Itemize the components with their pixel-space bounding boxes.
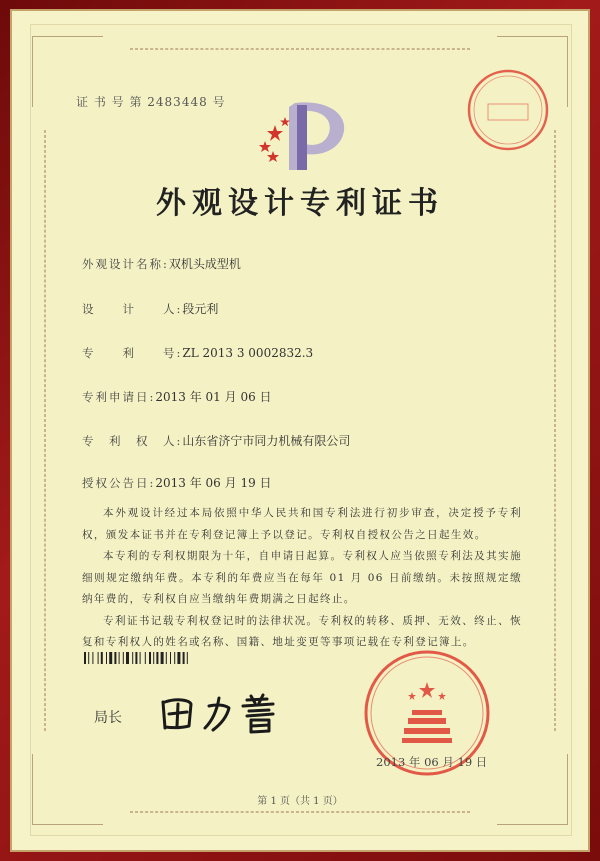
field-label: 专利申请日:	[82, 390, 156, 404]
corner-ornament-bottom-right	[497, 754, 568, 825]
certificate-number-value: 2483448	[147, 95, 208, 109]
field-designer	[82, 300, 218, 317]
field-grant-date	[82, 474, 272, 491]
field-label: 授权公告日:	[82, 476, 156, 490]
field-value: ZL 2013 3 0002832.3	[182, 346, 314, 360]
field-label: 设 计 人:	[82, 302, 183, 316]
small-red-seal	[466, 68, 550, 152]
field-label: 外观设计名称:	[82, 257, 169, 271]
field-value: 段元利	[182, 302, 219, 316]
director-signature	[155, 690, 295, 735]
field-value: 2013 年 06 月 19 日	[155, 476, 272, 490]
body-paragraph-1: 本外观设计经过本局依照中华人民共和国专利法进行初步审查，决定授予专利权，颁发本证书并在专利登记簿上予以登记。专利权自授权公告之日起生效。	[82, 507, 522, 541]
field-design-name	[82, 255, 241, 272]
body-paragraph-3: 专利证书记载专利权登记时的法律状况。专利权的转移、质押、无效、终止、恢复和专利权人的姓名或名称、国籍、地址变更等事项记载在专利登记簿上。	[82, 614, 522, 648]
field-value: 双机头成型机	[168, 257, 241, 271]
field-value: 2013 年 01 月 06 日	[155, 390, 272, 404]
certificate-title: 外观设计专利证书	[156, 186, 444, 221]
barcode-icon	[84, 652, 229, 664]
border-ornament-top	[130, 48, 470, 50]
certificate-number	[76, 93, 226, 110]
certificate-number-label: 证 书 号 第	[76, 95, 143, 109]
field-patentee	[82, 432, 350, 449]
certificate-body	[82, 503, 522, 654]
director-label: 局长	[94, 710, 122, 726]
field-label: 专 利 号:	[82, 346, 183, 360]
certificate-number-suffix: 号	[212, 95, 226, 109]
field-patent-number	[82, 345, 313, 361]
patent-office-logo-icon	[255, 95, 355, 175]
border-ornament-bottom	[130, 811, 470, 813]
corner-ornament-bottom-left	[32, 754, 103, 825]
field-value: 山东省济宁市同力机械有限公司	[182, 434, 351, 448]
seal-date: 2013 年 06 月 19 日	[376, 755, 488, 769]
field-label: 专 利 权 人:	[82, 434, 183, 448]
body-paragraph-2: 本专利的专利权期限为十年，自申请日起算。专利权人应当依照专利法及其实施细则规定缴纳年费。本专利的年费应当在每年 01 月 06 日前缴纳。未按照规定缴纳年费的，专利权自应当缴纳年费期满之日起终止。	[82, 550, 522, 605]
field-application-date	[82, 388, 272, 405]
page-number: 第 1 页（共 1 页）	[257, 796, 343, 807]
